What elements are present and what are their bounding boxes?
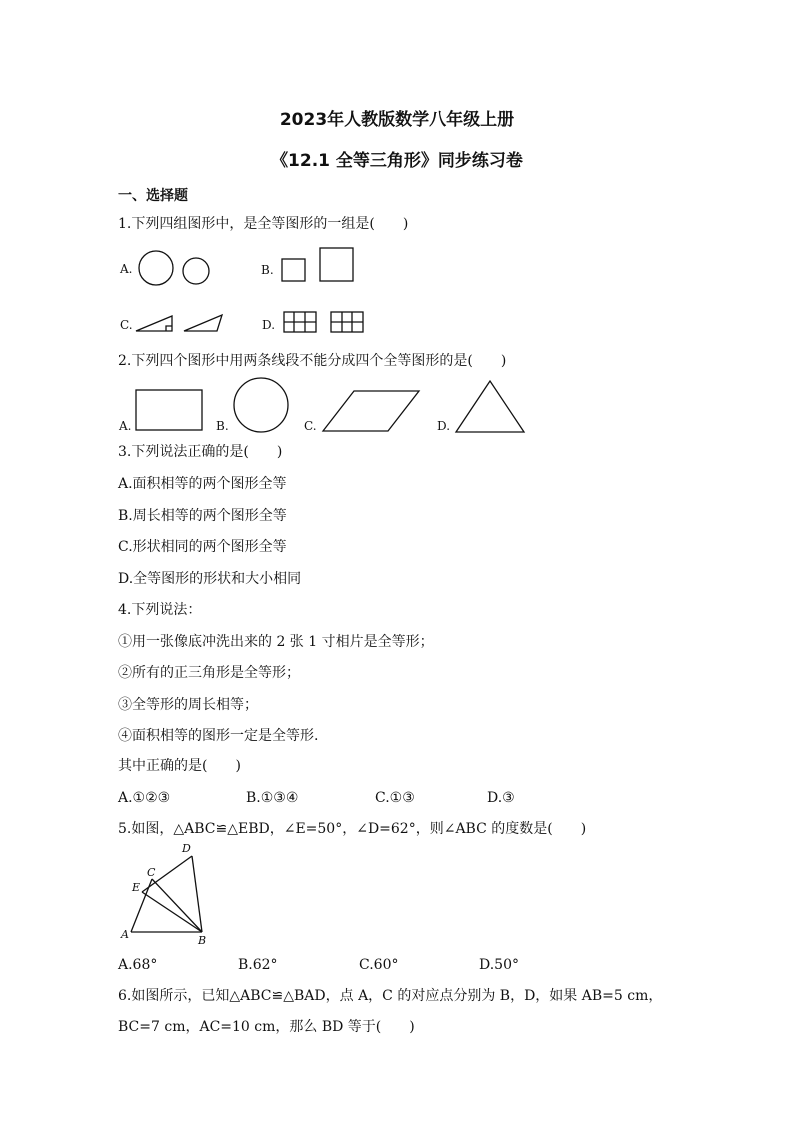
page-subtitle: 《12.1 全等三角形》同步练习卷 <box>271 151 523 171</box>
q2-a-rectangle <box>136 390 202 430</box>
q4-option-b: B.①③④ <box>246 790 299 806</box>
q5-label-b: B <box>198 934 207 947</box>
q2-option-c-label: C. <box>304 419 317 433</box>
q1-option-a-label: A. <box>120 262 133 276</box>
q5-option-d: D.50° <box>479 957 519 973</box>
q4-stem: 4.下列说法： <box>118 602 202 618</box>
q3-option-c: C.形状相同的两个图形全等 <box>118 539 287 555</box>
q5-label-c: C <box>147 866 156 879</box>
q5-label-d: D <box>182 842 191 855</box>
q1-d-grid-1 <box>284 312 316 332</box>
q3-stem: 3.下列说法正确的是( ) <box>118 444 283 460</box>
q2-stem: 2.下列四个图形中用两条线段不能分成四个全等图形的是( ) <box>118 353 507 369</box>
q3-option-a: A.面积相等的两个图形全等 <box>118 476 287 492</box>
q4-statement-1: ①用一张像底冲洗出来的 2 张 1 寸相片是全等形； <box>118 634 434 650</box>
q4-option-a: A.①②③ <box>118 790 171 806</box>
q1-c-right-angle-mark <box>166 326 172 331</box>
q2-c-parallelogram <box>323 391 419 431</box>
q1-option-d-label: D. <box>262 318 276 332</box>
q4-statement-2: ②所有的正三角形是全等形； <box>118 665 300 681</box>
q1-option-b-label: B. <box>261 263 274 277</box>
q5-option-b: B.62° <box>238 957 278 973</box>
q3-option-b: B.周长相等的两个图形全等 <box>118 508 287 524</box>
q1-a-small-circle <box>183 258 209 284</box>
q2-d-triangle <box>456 381 524 432</box>
q2-option-b-label: B. <box>216 419 229 433</box>
q5-label-a: A <box>121 928 129 941</box>
q4-option-d: D.③ <box>487 790 515 806</box>
q1-b-small-square <box>282 259 305 281</box>
q1-b-large-square <box>320 248 353 281</box>
q1-c-triangle-2 <box>184 315 222 331</box>
q1-a-large-circle <box>139 251 173 285</box>
q4-statement-3: ③全等形的周长相等； <box>118 697 258 713</box>
q4-question: 其中正确的是( ) <box>118 758 241 774</box>
q5-stem: 5.如图，△ABC≌△EBD，∠E=50°，∠D=62°，则∠ABC 的度数是( ) <box>118 821 587 837</box>
q6-stem-line-1: 6.如图所示，已知△ABC≌△BAD，点 A，C 的对应点分别为 B，D，如果 AB=5 cm， <box>118 988 663 1004</box>
q5-option-a: A.68° <box>118 957 158 973</box>
q2-option-d-label: D. <box>437 419 451 433</box>
q1-stem: 1.下列四组图形中，是全等图形的一组是( ) <box>118 216 409 232</box>
page-title: 2023年人教版数学八年级上册 <box>279 110 515 130</box>
q6-stem-line-2: BC=7 cm，AC=10 cm，那么 BD 等于( ) <box>118 1019 415 1035</box>
q5-label-e: E <box>132 881 141 894</box>
section-heading: 一、选择题 <box>118 188 188 204</box>
q1-option-c-label: C. <box>120 318 133 332</box>
q3-option-d: D.全等图形的形状和大小相同 <box>118 571 302 587</box>
q2-b-circle <box>234 378 288 432</box>
q2-option-a-label: A. <box>119 419 132 433</box>
q1-d-grid-2 <box>331 312 363 332</box>
q5-figure <box>131 856 202 932</box>
q5-option-c: C.60° <box>359 957 399 973</box>
q4-statement-4: ④面积相等的图形一定是全等形. <box>118 728 319 744</box>
q4-option-c: C.①③ <box>375 790 415 806</box>
